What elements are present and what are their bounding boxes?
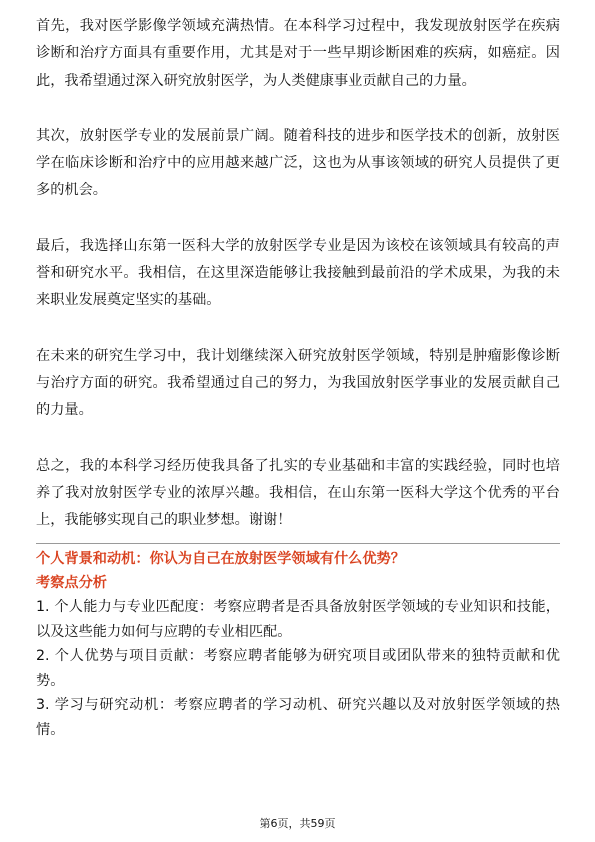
analysis-point-2: 2. 个人优势与项目贡献：考察应聘者能够为研究项目或团队带来的独特贡献和优势。 — [36, 648, 560, 689]
analysis-point-3: 3. 学习与研究动机：考察应聘者的学习动机、研究兴趣以及对放射医学领域的热情。 — [36, 697, 560, 738]
page-number-footer: 第6页，共59页 — [259, 817, 336, 830]
section-divider — [36, 543, 560, 544]
page-content — [36, 13, 560, 742]
paragraph-1: 首先，我对医学影像学领域充满热情。在本科学习过程中，我发现放射医学在疾病诊断和治疗方面具有重要作用，尤其是对于一些早期诊断困难的疾病，如癌症。因此，我希望通过深入研究放射医学，为人类健康事业贡献自己的力量。 — [36, 18, 560, 89]
paragraph-3: 最后，我选择山东第一医科大学的放射医学专业是因为该校在该领域具有较高的声誉和研究水平。我相信，在这里深造能够让我接触到最前沿的学术成果，为我的未来职业发展奠定坚实的基础。 — [36, 237, 560, 309]
interview-question: 个人背景和动机：你认为自己在放射医学领域有什么优势？ — [36, 551, 405, 568]
paragraph-4: 在未来的研究生学习中，我计划继续深入研究放射医学领域，特别是肿瘤影像诊断与治疗方面的研究。我希望通过自己的努力，为我国放射医学事业的发展贡献自己的力量。 — [36, 347, 560, 419]
paragraph-gap — [36, 205, 560, 233]
analysis-point-1: 1. 个人能力与专业匹配度：考察应聘者是否具备放射医学领域的专业知识和技能，以及这些能力如何与应聘的专业相匹配。 — [36, 599, 560, 640]
paragraph-5: 总之，我的本科学习经历使我具备了扎实的专业基础和丰富的实践经验，同时也培养了我对放射医学专业的浓厚兴趣。我相信，在山东第一医科大学这个优秀的平台上，我能够实现自己的职业梦想。谢谢！ — [36, 457, 560, 529]
paragraph-2: 其次，放射医学专业的发展前景广阔。随着科技的进步和医学技术的创新，放射医学在临床诊断和治疗中的应用越来越广泛，这也为从事该领域的研究人员提供了更多的机会。 — [36, 127, 560, 199]
analysis-heading: 考察点分析 — [36, 575, 107, 592]
paragraph-gap — [36, 425, 560, 453]
paragraph-gap — [36, 315, 560, 343]
paragraph-gap — [36, 95, 560, 123]
